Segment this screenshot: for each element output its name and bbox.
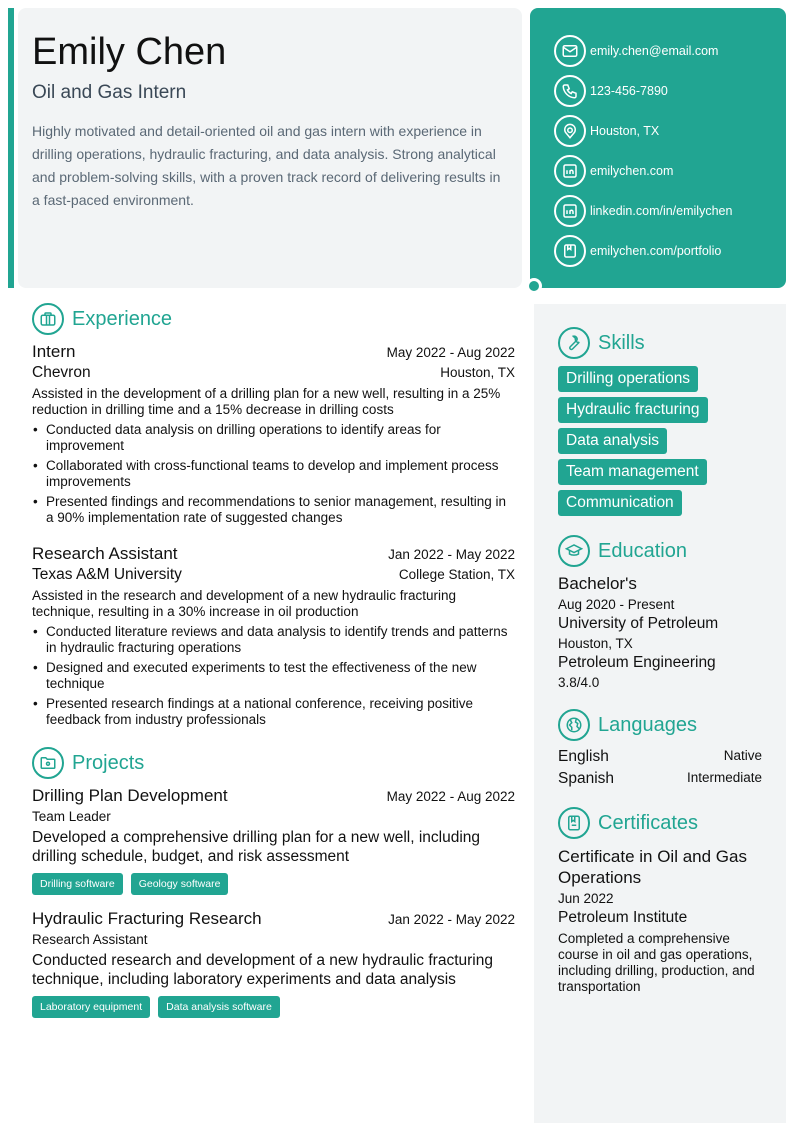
project-tag: Drilling software (32, 873, 123, 895)
graduation-cap-icon (558, 535, 590, 567)
project-tags (32, 996, 515, 1018)
project-tag: Geology software (131, 873, 229, 895)
job-bullet: • Conducted literature reviews and data analysis to identify trends and patterns in hydraulic fracturing operations (32, 624, 515, 656)
job-bullet: • Collaborated with cross-functional teams to develop and implement process improvements (32, 458, 515, 490)
contact-email[interactable] (554, 31, 762, 71)
language-level: Native (723, 748, 762, 763)
phone-text: 123-456-7890 (590, 84, 668, 98)
summary: Highly motivated and detail-oriented oil and gas intern with experience in drilling operations, hydraulic fracturing, and data analysis. Strong analytical and problem-solving skills, with a proven track record of delivering results in a fast-paced environment. (32, 123, 501, 208)
job-bullet: • Designed and executed experiments to test the effectiveness of the new technique (32, 660, 515, 692)
project-role: Team Leader (32, 809, 111, 824)
education-header (558, 534, 762, 568)
contact-phone[interactable] (554, 71, 762, 111)
portfolio-icon (554, 235, 586, 267)
job-title: Research Assistant (32, 544, 178, 563)
projects-header (32, 746, 515, 780)
project-description: Conducted research and development of a new hydraulic fracturing technique, including laboratory experiments and data analysis (32, 952, 493, 988)
skill-list (558, 366, 762, 516)
project-title: Hydraulic Fracturing Research (32, 909, 262, 928)
sidebar (534, 304, 786, 1123)
certificate-date: Jun 2022 (558, 891, 614, 906)
job-bullet: • Presented findings and recommendations to senior management, resulting in a 90% implementation rate of suggested changes (32, 494, 515, 526)
linkedin-icon (554, 155, 586, 187)
skills-title: Skills (598, 331, 645, 354)
job-bullets (32, 624, 515, 728)
map-pin-icon (554, 115, 586, 147)
language-row (558, 770, 762, 788)
education-degree: Bachelor's (558, 574, 637, 593)
contact-location (554, 111, 762, 151)
job-bullet: • Presented research findings at a national conference, receiving positive feedback from industry professionals (32, 696, 515, 728)
skills-header (558, 326, 762, 360)
folder-icon (32, 747, 64, 779)
contact-portfolio[interactable] (554, 231, 762, 271)
language-name: Spanish (558, 770, 615, 787)
job-bullets (32, 422, 515, 526)
skill-chip: Drilling operations (558, 366, 698, 392)
languages-title: Languages (598, 713, 697, 736)
job-entry (32, 342, 515, 526)
contact-panel (530, 8, 786, 288)
phone-icon (554, 75, 586, 107)
header-panel (18, 8, 522, 288)
candidate-name: Emily Chen (32, 31, 227, 73)
certificate-icon (558, 807, 590, 839)
skill-chip: Data analysis (558, 428, 667, 454)
job-bullet: • Conducted data analysis on drilling operations to identify areas for improvement (32, 422, 515, 454)
projects-title: Projects (72, 751, 145, 774)
portfolio-text: emilychen.com/portfolio (590, 244, 722, 258)
contact-linkedin[interactable] (554, 191, 762, 231)
education-entry (558, 574, 762, 690)
project-tags (32, 873, 515, 895)
language-list (558, 748, 762, 788)
certificate-issuer: Petroleum Institute (558, 909, 688, 926)
certificate-name: Certificate in Oil and Gas Operations (558, 847, 747, 887)
project-entry (32, 786, 515, 895)
language-row (558, 748, 762, 766)
languages-header (558, 708, 762, 742)
job-title: Intern (32, 342, 76, 361)
skill-chip: Communication (558, 490, 682, 516)
job-company: Chevron (32, 364, 91, 381)
location-text: Houston, TX (590, 124, 660, 138)
certificates-title: Certificates (598, 811, 699, 834)
language-name: English (558, 748, 609, 765)
linkedin-icon (554, 195, 586, 227)
job-location: Houston, TX (440, 365, 515, 380)
certificate-description: Completed a comprehensive course in oil and gas operations, including drilling, production, and transportation (558, 931, 755, 994)
project-tag: Data analysis software (158, 996, 280, 1018)
certificates-header (558, 806, 762, 840)
main-column (32, 302, 515, 1032)
project-role: Research Assistant (32, 932, 148, 947)
linkedin-text: linkedin.com/in/emilychen (590, 204, 733, 218)
project-dates: May 2022 - Aug 2022 (386, 789, 515, 804)
job-location: College Station, TX (398, 567, 515, 582)
briefcase-icon (32, 303, 64, 335)
candidate-role: Oil and Gas Intern (32, 82, 187, 103)
decorative-dot (526, 278, 542, 294)
education-gpa: 3.8/4.0 (558, 675, 600, 690)
project-tag: Laboratory equipment (32, 996, 150, 1018)
job-company: Texas A&M University (32, 566, 182, 583)
project-dates: Jan 2022 - May 2022 (388, 912, 515, 927)
education-location: Houston, TX (558, 636, 633, 651)
language-level: Intermediate (686, 770, 762, 785)
project-entry (32, 909, 515, 1018)
education-field: Petroleum Engineering (558, 654, 716, 671)
experience-header (32, 302, 515, 336)
experience-title: Experience (72, 307, 173, 330)
education-dates: Aug 2020 - Present (558, 597, 675, 612)
job-description: Assisted in the development of a drilling plan for a new well, resulting in a 25% reduction in drilling time and a 15% decrease in drilling costs (32, 386, 501, 417)
globe-icon (558, 709, 590, 741)
education-title: Education (598, 539, 687, 562)
email-icon (554, 35, 586, 67)
contact-website[interactable] (554, 151, 762, 191)
website-text: emilychen.com (590, 164, 674, 178)
job-dates: Jan 2022 - May 2022 (388, 547, 515, 562)
job-entry (32, 544, 515, 728)
accent-bar (8, 8, 14, 288)
certificate-entry (558, 846, 762, 995)
email-text: emily.chen@email.com (590, 44, 719, 58)
wrench-icon (558, 327, 590, 359)
project-title: Drilling Plan Development (32, 786, 228, 805)
project-description: Developed a comprehensive drilling plan for a new well, including drilling schedule, budget, and risk assessment (32, 829, 481, 865)
job-dates: May 2022 - Aug 2022 (386, 345, 515, 360)
skill-chip: Team management (558, 459, 707, 485)
job-description: Assisted in the research and development of a new hydraulic fracturing technique, resulting in a 30% increase in oil production (32, 588, 456, 619)
skill-chip: Hydraulic fracturing (558, 397, 708, 423)
education-school: University of Petroleum (558, 615, 719, 632)
